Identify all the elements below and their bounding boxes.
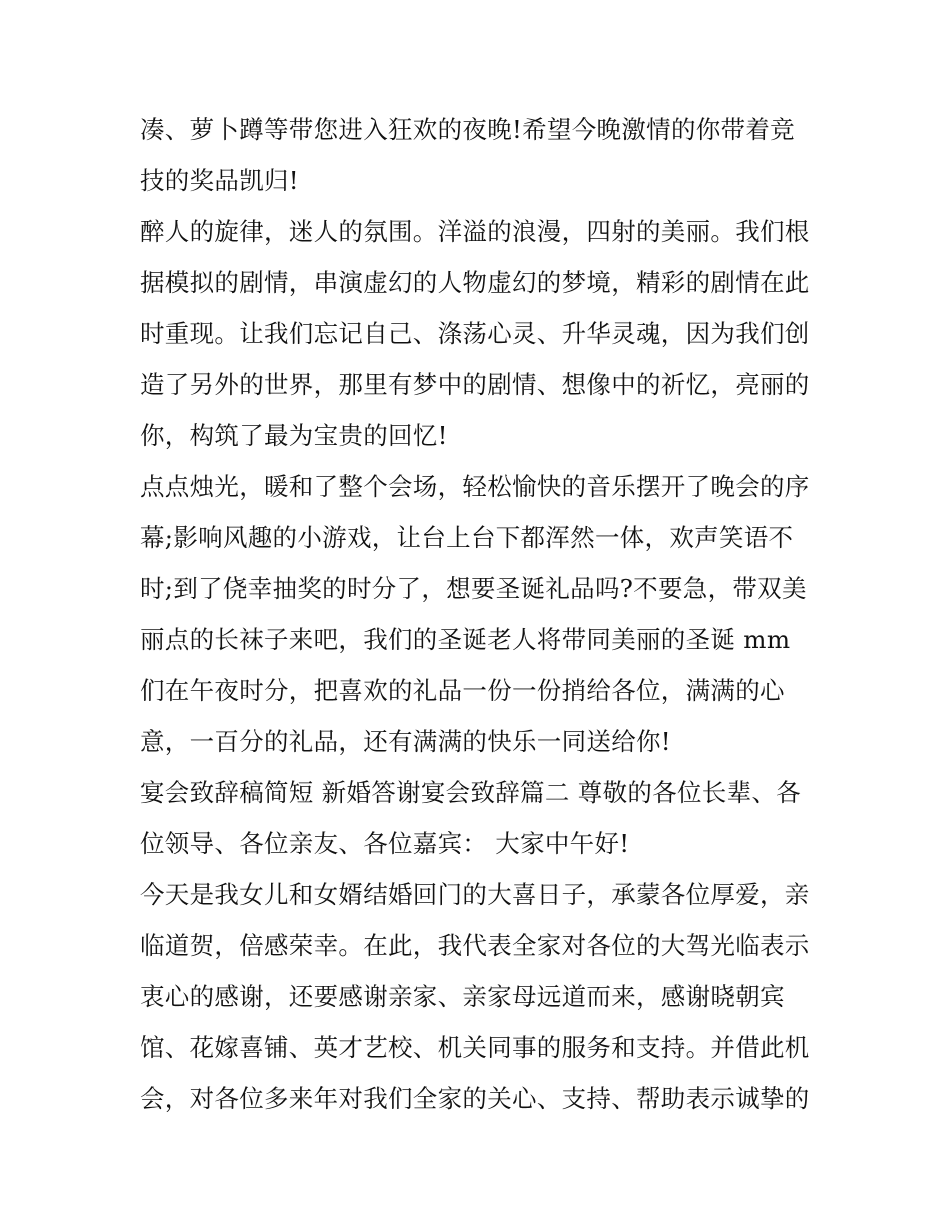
text-line: 醉人的旋律，迷人的氛围。洋溢的浪漫，四射的美丽。我们根 [140, 217, 810, 246]
text-line: 据模拟的剧情，串演虚幻的人物虚幻的梦境，精彩的剧情在此 [140, 268, 810, 297]
text-line: 技的奖品凯归! [140, 166, 299, 195]
text-line: 位领导、各位亲友、各位嘉宾： 大家中午好! [140, 829, 630, 858]
text-line: 丽点的长袜子来吧，我们的圣诞老人将带同美丽的圣诞 mm [140, 625, 791, 654]
text-line: 衷心的感谢，还要感谢亲家、亲家母远道而来，感谢晓朝宾 [140, 982, 785, 1011]
text-line: 会，对各位多来年对我们全家的关心、支持、帮助表示诚挚的 [140, 1084, 810, 1113]
text-line: 你，构筑了最为宝贵的回忆! [140, 421, 448, 450]
text-line: 宴会致辞稿简短 新婚答谢宴会致辞篇二 尊敬的各位长辈、各 [140, 778, 801, 807]
text-line: 馆、花嫁喜铺、英才艺校、机关同事的服务和支持。并借此机 [140, 1033, 810, 1062]
text-line: 幕;影响风趣的小游戏，让台上台下都浑然一体，欢声笑语不 [140, 523, 794, 552]
text-line: 临道贺，倍感荣幸。在此，我代表全家对各位的大驾光临表示 [140, 931, 810, 960]
text-line: 凑、萝卜蹲等带您进入狂欢的夜晚!希望今晚激情的你带着竞 [140, 115, 795, 144]
text-line: 点点烛光，暖和了整个会场，轻松愉快的音乐摆开了晚会的序 [140, 472, 810, 501]
text-line: 时;到了侥幸抽奖的时分了，想要圣诞礼品吗?不要急，带双美 [140, 574, 807, 603]
text-line: 意，一百分的礼品，还有满满的快乐一同送给你! [140, 727, 671, 756]
text-line: 们在午夜时分，把喜欢的礼品一份一份捎给各位，满满的心 [140, 676, 785, 705]
document-body [140, 104, 820, 1124]
text-line: 时重现。让我们忘记自己、涤荡心灵、升华灵魂，因为我们创 [140, 319, 810, 348]
text-line: 造了另外的世界，那里有梦中的剧情、想像中的祈忆，亮丽的 [140, 370, 810, 399]
text-line: 今天是我女儿和女婿结婚回门的大喜日子，承蒙各位厚爱，亲 [140, 880, 810, 909]
